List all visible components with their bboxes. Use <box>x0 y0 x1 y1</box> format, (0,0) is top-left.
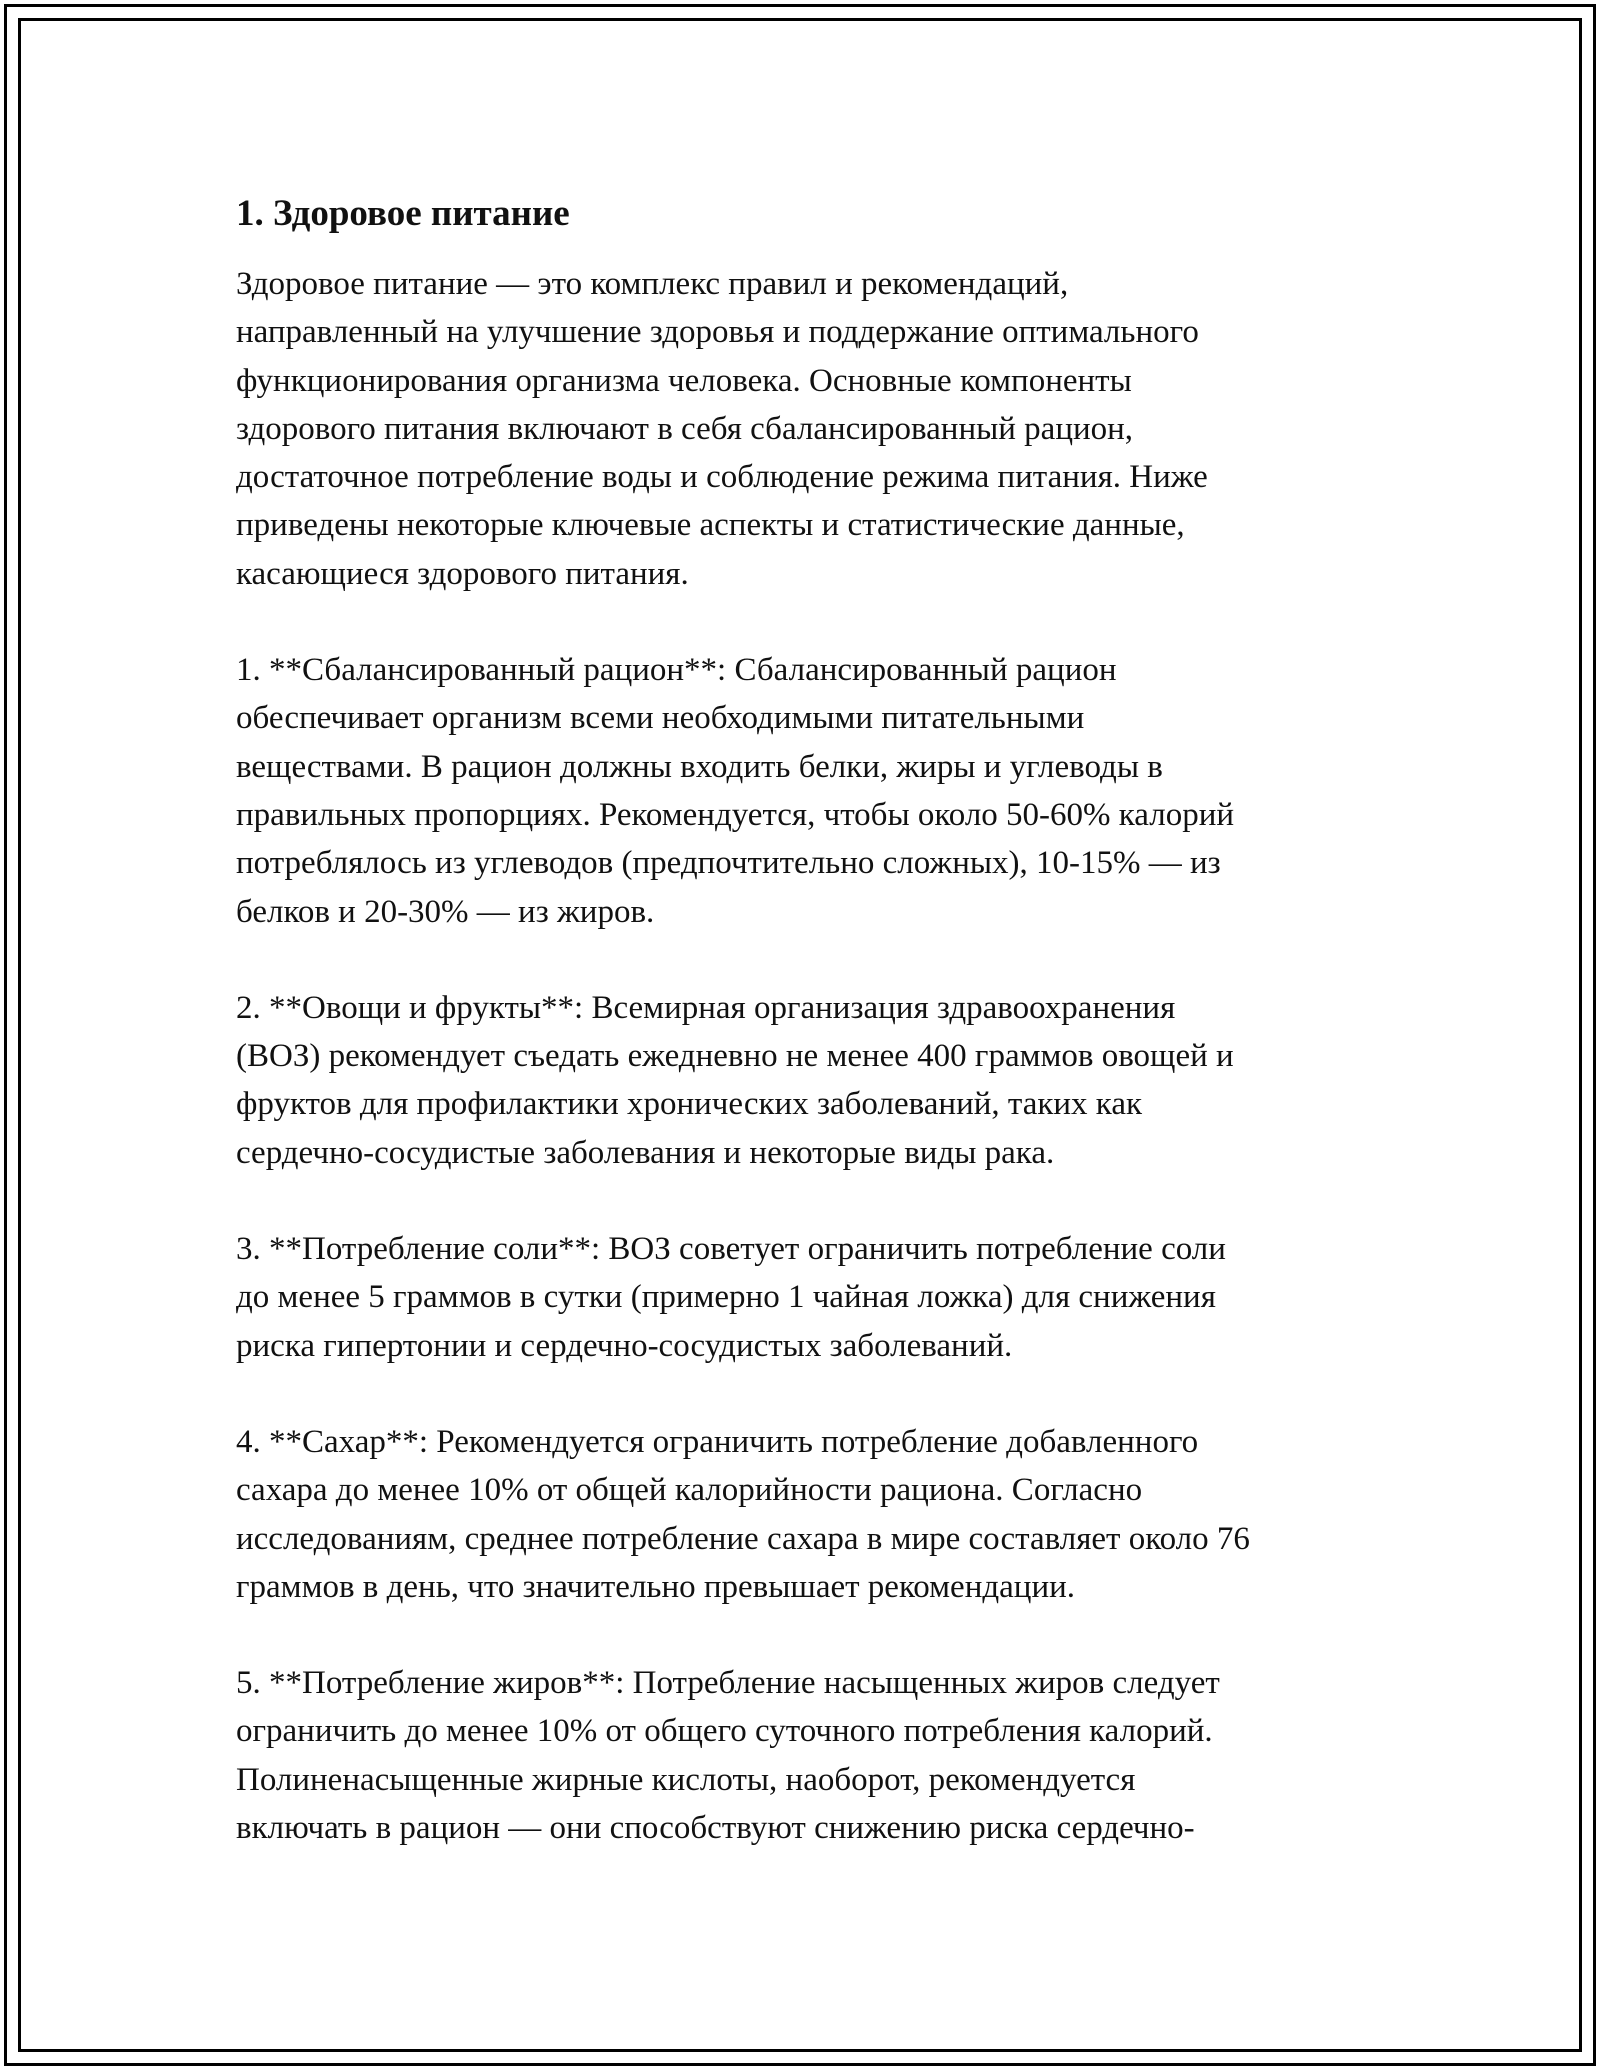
section-title: 1. Здоровое питание <box>236 193 570 234</box>
paragraph-line: касающиеся здорового питания. <box>236 555 689 592</box>
paragraph-line: до менее 5 граммов в сутки (примерно 1 чайная ложка) для снижения <box>236 1279 1216 1316</box>
list-item-sugar <box>236 1418 1376 1611</box>
paragraph-line: функционирования организма человека. Основные компоненты <box>236 362 1132 399</box>
document-content <box>236 188 1376 1900</box>
paragraph-line: 1. **Сбалансированный рацион**: Сбалансированный рацион <box>236 652 1117 689</box>
paragraph-line: правильных пропорциях. Рекомендуется, чтобы около 50-60% калорий <box>236 796 1235 833</box>
paragraph-line: граммов в день, что значительно превышает рекомендации. <box>236 1568 1076 1605</box>
paragraph-line: белков и 20-30% — из жиров. <box>236 893 655 930</box>
paragraph-line: (ВОЗ) рекомендует съедать ежедневно не менее 400 граммов овощей и <box>236 1038 1234 1075</box>
paragraph-line: ограничить до менее 10% от общего суточного потребления калорий. <box>236 1713 1213 1750</box>
paragraph-line: веществами. В рацион должны входить белки, жиры и углеводы в <box>236 748 1163 785</box>
list-item-balanced-diet <box>236 646 1376 936</box>
paragraph-line: обеспечивает организм всеми необходимыми питательными <box>236 700 1085 737</box>
paragraph-line: сахара до менее 10% от общей калорийности рациона. Согласно <box>236 1472 1143 1509</box>
paragraph-line: Здоровое питание — это комплекс правил и рекомендаций, <box>236 266 1069 302</box>
list-item-fat-intake <box>236 1659 1376 1852</box>
paragraph-line: 5. **Потребление жиров**: Потребление насыщенных жиров следует <box>236 1665 1220 1702</box>
paragraph-line: здорового питания включают в себя сбалансированный рацион, <box>236 410 1134 447</box>
paragraph-line: достаточное потребление воды и соблюдение режима питания. Ниже <box>236 459 1208 496</box>
paragraph-line: 2. **Овощи и фрукты**: Всемирная организация здравоохранения <box>236 989 1176 1026</box>
list-item-salt-intake <box>236 1225 1376 1370</box>
paragraph-line: приведены некоторые ключевые аспекты и статистические данные, <box>236 507 1185 544</box>
list-item-vegetables-fruits <box>236 984 1376 1177</box>
intro-paragraph <box>236 260 1376 598</box>
paragraph-line: риска гипертонии и сердечно-сосудистых заболеваний. <box>236 1327 1013 1364</box>
paragraph-line: исследованиям, среднее потребление сахара в мире составляет около 76 <box>236 1520 1250 1557</box>
paragraph-line: фруктов для профилактики хронических заболеваний, таких как <box>236 1086 1143 1123</box>
paragraph-line: сердечно-сосудистые заболевания и некоторые виды рака. <box>236 1134 1055 1171</box>
paragraph-line: направленный на улучшение здоровья и поддержание оптимального <box>236 314 1199 351</box>
paragraph-line: потреблялось из углеводов (предпочтительно сложных), 10-15% — из <box>236 845 1221 882</box>
paragraph-line: включать в рацион — они способствуют снижению риска сердечно- <box>236 1810 1195 1847</box>
paragraph-line: Полиненасыщенные жирные кислоты, наоборот, рекомендуется <box>236 1761 1136 1798</box>
paragraph-line: 3. **Потребление соли**: ВОЗ советует ограничить потребление соли <box>236 1231 1226 1268</box>
paragraph-line: 4. **Сахар**: Рекомендуется ограничить потребление добавленного <box>236 1423 1199 1460</box>
